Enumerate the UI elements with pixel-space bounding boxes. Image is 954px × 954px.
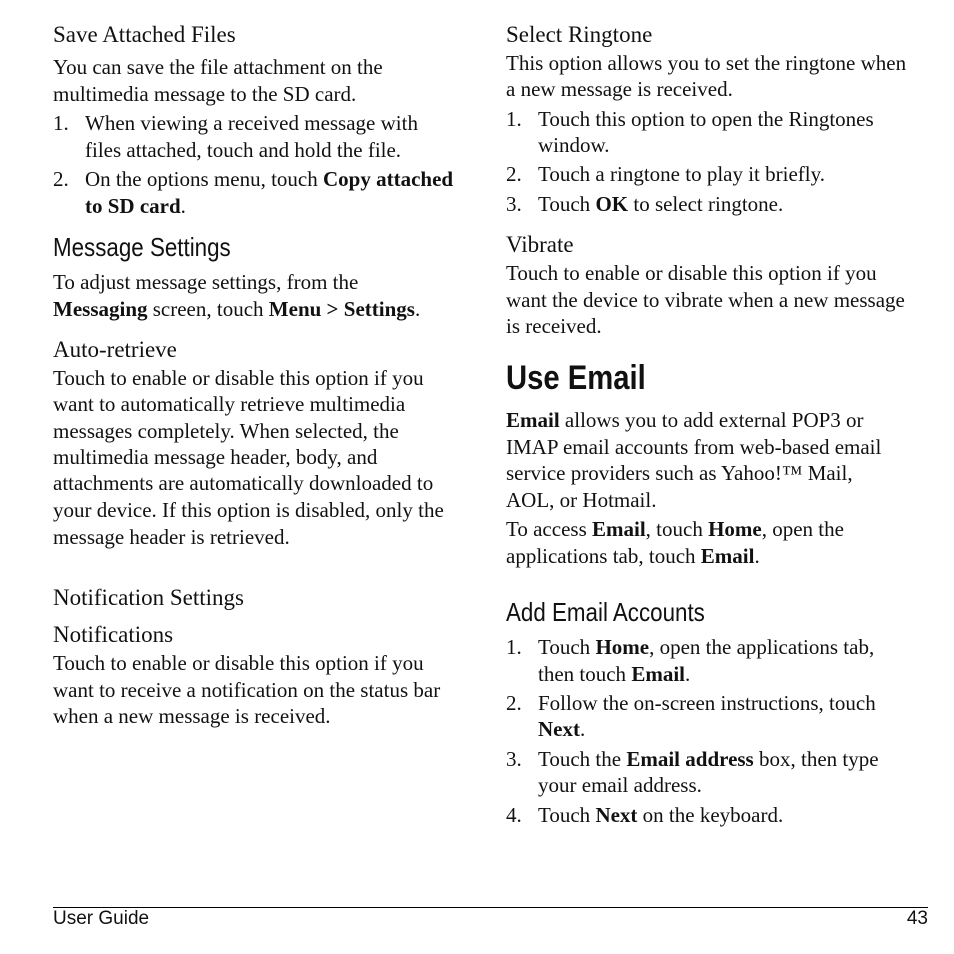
step-number: 4.	[506, 803, 522, 827]
use-email-heading: Use Email	[506, 359, 646, 397]
save-intro-line-1: You can save the file attachment on the	[53, 55, 383, 79]
email-access-line-2: applications tab, touch Email.	[506, 544, 760, 568]
notification-settings-heading: Notification Settings	[53, 585, 245, 610]
step-number: 2.	[53, 167, 69, 191]
save-intro-line-2: multimedia message to the SD card.	[53, 82, 357, 106]
step-text: Touch the Email address box, then type	[538, 747, 879, 771]
message-settings-line-2: Messaging screen, touch Menu > Settings.	[53, 297, 421, 321]
step-number: 1.	[506, 635, 522, 659]
footer-divider	[53, 907, 928, 908]
vibrate-line: is received.	[506, 314, 602, 338]
auto-retrieve-line: attachments are automatically downloaded to	[53, 471, 434, 495]
step-text: then touch Email.	[538, 662, 691, 686]
notifications-line: when a new message is received.	[53, 704, 331, 728]
step-text: Follow the on-screen instructions, touch	[538, 691, 876, 715]
step-text: Next.	[538, 717, 586, 741]
step-number: 3.	[506, 747, 522, 771]
step-text: Touch Home, open the applications tab,	[538, 635, 875, 659]
step-number: 3.	[506, 192, 522, 216]
step-number: 2.	[506, 691, 522, 715]
step-text: to SD card.	[85, 194, 186, 218]
step-number: 1.	[53, 111, 69, 135]
ringtone-intro-line-1: This option allows you to set the ringtone when	[506, 51, 907, 75]
email-intro-line-4: AOL, or Hotmail.	[506, 488, 657, 512]
step-number: 2.	[506, 162, 522, 186]
ringtone-intro-line-2: a new message is received.	[506, 77, 733, 101]
email-intro-line-1: Email allows you to add external POP3 or	[506, 408, 864, 432]
step-text: window.	[538, 133, 610, 157]
step-text: On the options menu, touch Copy attached	[85, 167, 454, 191]
page-number: 43	[906, 908, 928, 929]
step-text: files attached, touch and hold the file.	[85, 138, 402, 162]
step-text: Touch Next on the keyboard.	[538, 803, 784, 827]
auto-retrieve-line: Touch to enable or disable this option if you	[53, 366, 424, 390]
auto-retrieve-line: message header is retrieved.	[53, 525, 290, 549]
step-text: Touch OK to select ringtone.	[538, 192, 784, 216]
email-intro-line-3: service providers such as Yahoo!™ Mail,	[506, 461, 853, 485]
message-settings-line-1: To adjust message settings, from the	[53, 270, 359, 294]
add-email-accounts-heading: Add Email Accounts	[506, 597, 705, 627]
select-ringtone-heading: Select Ringtone	[506, 22, 653, 47]
notifications-line: Touch to enable or disable this option if you	[53, 651, 424, 675]
auto-retrieve-line: messages completely. When selected, the	[53, 419, 399, 443]
notifications-line: want to receive a notification on the status bar	[53, 678, 441, 702]
save-attached-files-heading: Save Attached Files	[53, 22, 236, 47]
step-text: Touch a ringtone to play it briefly.	[538, 162, 826, 186]
vibrate-heading: Vibrate	[506, 232, 574, 257]
auto-retrieve-line: want to automatically retrieve multimedia	[53, 392, 406, 416]
notifications-subheading: Notifications	[53, 622, 174, 647]
vibrate-line: Touch to enable or disable this option if you	[506, 261, 877, 285]
footer-guide-title: User Guide	[53, 908, 150, 929]
step-text: your email address.	[538, 773, 702, 797]
step-text: Touch this option to open the Ringtones	[538, 107, 874, 131]
email-access-line-1: To access Email, touch Home, open the	[506, 517, 844, 541]
auto-retrieve-line: multimedia message header, body, and	[53, 445, 378, 469]
vibrate-line: want the device to vibrate when a new message	[506, 288, 905, 312]
message-settings-heading: Message Settings	[53, 232, 231, 262]
email-intro-line-2: IMAP email accounts from web-based email	[506, 435, 882, 459]
auto-retrieve-heading: Auto-retrieve	[53, 337, 177, 362]
auto-retrieve-line: your device. If this option is disabled, only the	[53, 498, 444, 522]
step-text: When viewing a received message with	[85, 111, 418, 135]
step-number: 1.	[506, 107, 522, 131]
